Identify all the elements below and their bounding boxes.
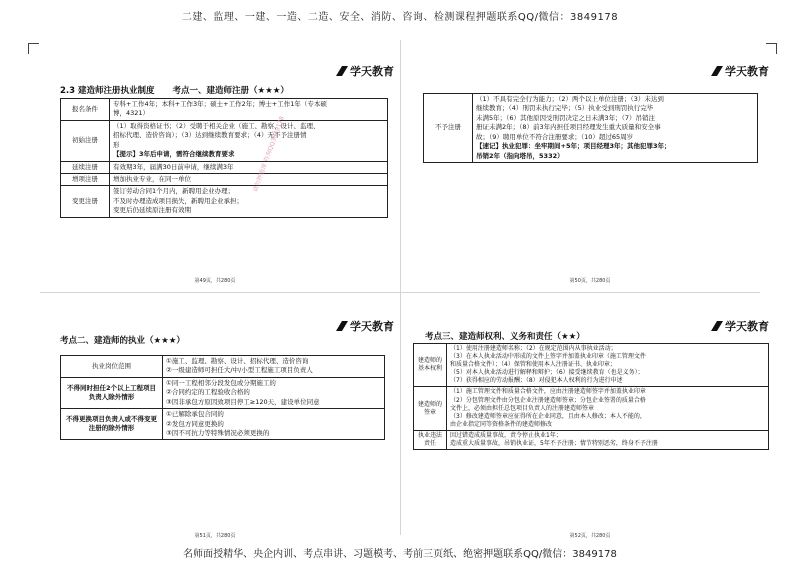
not-register-table — [423, 93, 758, 163]
brand-mark-icon — [711, 321, 723, 331]
brand-mark-icon — [336, 66, 348, 76]
crop-mark — [28, 43, 39, 54]
page-divider-horizontal — [40, 292, 760, 293]
table-row: 建造师的基本权利 （1）使用注册建造师名称；（2）在规定范围内从事执业活动； （3）在本人执业活动中形成的文件上签字并加盖执业印章（施工管理文件 和质量合格文件）；（4）保管和使用本人注册证书、执业印章； （5）对本人执业活动进行解释和辩护；（6）接受继续教育（也是义务）； （7）获得相应的劳动报酬；（8）对侵犯本人权利的行为进行申述 — [414, 344, 769, 387]
table-row: 建造师的签章 （1）施工管理文件和质量合格文件，应由注册建造师签字并加盖执业印章 （2）分包管理文件由分包企业注册建造师签章；分包企业签署的质量合格 文件上，必须由担任总包项目负责人的注册建造师签章 （3）修改建造师签章应征得所在企业同意，且由本人修改；本人不能的， 由企业指定同等资格条件的建造师修改 — [414, 387, 769, 430]
bottom-banner: 名师面授精华、央企内训、考点串讲、习题模考、考前三页纸、绝密押题联系QQ/微信：3849178 — [183, 549, 617, 560]
brand-logo: 学天教育 — [336, 63, 394, 79]
table-row: 增项注册 增加执业专业，在同一单位 — [61, 173, 388, 185]
section-heading: 2.3 建造师注册执业制度 考点一、建造师注册（★★★） — [60, 86, 289, 96]
page-50 — [405, 45, 775, 290]
brand-logo: 学天教育 — [711, 63, 769, 79]
table-row: 初始注册 （1）取得资格证书；（2）受聘于相关企业（施工、勘察、设计、监理、 招标代理、造价咨询）；（3）达到继续教育要求；（4）无不予注册情 形 【提示】3年后申请，需符合继续教育要求 — [61, 120, 388, 161]
brand-logo: 学天教育 — [711, 318, 769, 334]
registration-table — [60, 98, 388, 218]
table-row: 报名条件 专科+工作4年；本科+工作3年；硕士+工作2年；博士+工作1年（专本硕 博，4321） — [61, 99, 388, 121]
section-heading: 考点二、建造师的执业（★★★） — [60, 336, 185, 346]
page-number: 第50页，共280页 — [569, 278, 611, 284]
page-49 — [30, 45, 400, 290]
table-row: 执业岗位范围 ①施工、监理、勘察、设计、招标代理、造价咨询 ②一级建造师可担任大/中/小型工程施工项目负责人 — [61, 356, 385, 378]
rights-table — [413, 343, 769, 450]
page-number: 第49页，共280页 — [194, 278, 236, 284]
table-row: 不得更换项目负责人或不得变更注册的除外情形 ①已解除承包合同的 ②发包方同意更换的 ③因不可抗力等特殊情况必须更换的 — [61, 409, 385, 440]
page-number: 第51页，共280页 — [194, 533, 236, 539]
brand-logo: 学天教育 — [336, 318, 394, 334]
table-row: 不得同时担任2个以上工程项目负责人除外情形 ①同一工程相邻分段发包或分期施工的 ②合同约定的工程验收合格的 ③因非承包方原因致项目停工≥120天，建设单位同意 — [61, 377, 385, 408]
brand-mark-icon — [336, 321, 348, 331]
section-heading: 考点三、建造师权利、义务和责任（★★） — [425, 332, 585, 342]
top-banner: 二建、监理、一建、一造、二造、安全、消防、咨询、检测课程押题联系QQ/微信：3849178 — [181, 12, 619, 23]
watermark: 请勿押题课 咨询QQ3849178 — [251, 115, 286, 194]
table-row: 变更注册 签订劳动合同1个月内，新聘用企业办理； 不及时办理造成项目损失，新聘用企业承担； 变更后仍延续原注册有效期 — [61, 186, 388, 217]
page-number: 第52页，共280页 — [569, 533, 611, 539]
brand-mark-icon — [711, 66, 723, 76]
crop-mark — [766, 43, 777, 54]
table-row: 执业违法责任 因过错造成质量事故，责令停止执业1年； 造成重大质量事故，吊销执业证，5年不予注册；情节特别恶劣，终身不予注册 — [414, 430, 769, 449]
page-51 — [30, 300, 400, 545]
practice-table — [60, 355, 385, 440]
page-divider-vertical — [400, 40, 401, 535]
table-row: 不予注册 （1）不具有完全行为能力；（2）两个以上单位注册；（3）未达到 继续教育；（4）刑罚未执行完毕；（5）执业受到刑罚执行完毕 未满5年；（6）其他原因受刑罚决定之日未满3年；（7）吊销注 册证未满2年；（8）前3年内担任项目经理发生重大质量和安全事 故；（9）聘用单位不符合注册要求；（10）超过65周岁 【速记】执业犯罪：坐牢期间+5年；项目经理3年；其他犯罪3年； 吊销2年（指向塔吊，5332） — [424, 94, 758, 163]
table-row: 延续注册 有效期3年，届满30日前申请，继续满3年 — [61, 161, 388, 173]
page-52 — [405, 300, 775, 545]
